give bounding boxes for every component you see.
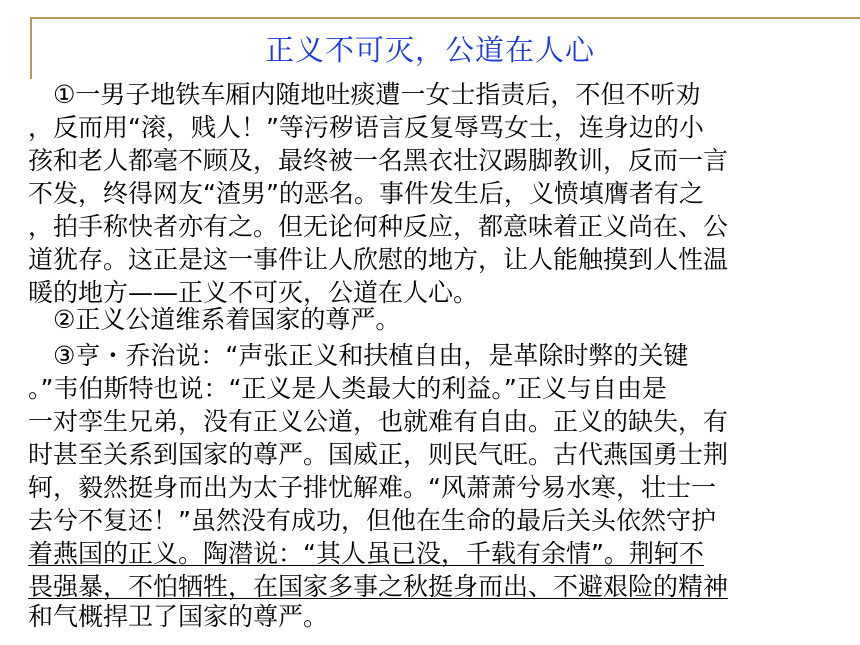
text-line: 暖的地方——正义不可灭，公道在人心。 [28,278,479,307]
slide-frame-top-rule [30,17,860,19]
text-line: ①一男子地铁车厢内随地吐痰遭一女士指责后，不但不听劝 [28,80,701,109]
text-line: 孩和老人都毫不顾及，最终被一名黑衣壮汉踢脚教训，反而一言 [28,146,729,175]
text-line: ③亨・乔治说：“声张正义和扶植自由，是革除时弊的关键 [28,341,689,370]
slide-title: 正义不可灭，公道在人心 [264,33,595,67]
text-line: 时甚至关系到国家的尊严。国威正，则民气旺。古代燕国勇士荆 [28,440,729,469]
text-line: 轲，毅然挺身而出为太子排忧解难。“风萧萧兮易水寒，壮士一 [28,473,716,502]
text-line: ，拍手称快者亦有之。但无论何种反应，都意味着正义尚在、公 [28,212,729,241]
text-line: ②正义公道维系着国家的尊严。 [28,305,401,334]
text-line: ，反而用“滚，贱人！”等污秽语言反复辱骂女士，连身边的小 [28,113,704,142]
text-line: 。”韦伯斯特也说：“正义是人类最大的利益。”正义与自由是 [28,374,667,403]
text-line: 去兮不复还！”虽然没有成功，但他在生命的最后关头依然守护 [28,506,716,535]
text-line: 和气概捍卫了国家的尊严。 [28,602,329,631]
text-line: 一对孪生兄弟，没有正义公道，也就难有自由。正义的缺失，有 [28,407,729,436]
text-line: 着燕国的正义。陶潜说：“其人虽已没，千载有余情”。荆轲不 [28,539,704,568]
text-line: 道犹存。这正是这一事件让人欣慰的地方，让人能触摸到人性温 [28,245,729,274]
text-line: 不发，终得网友“渣男”的恶名。事件发生后，义愤填膺者有之 [28,179,704,208]
text-line: 畏强暴，不怕牺牲，在国家多事之秋挺身而出、不避艰险的精神 [28,572,729,601]
